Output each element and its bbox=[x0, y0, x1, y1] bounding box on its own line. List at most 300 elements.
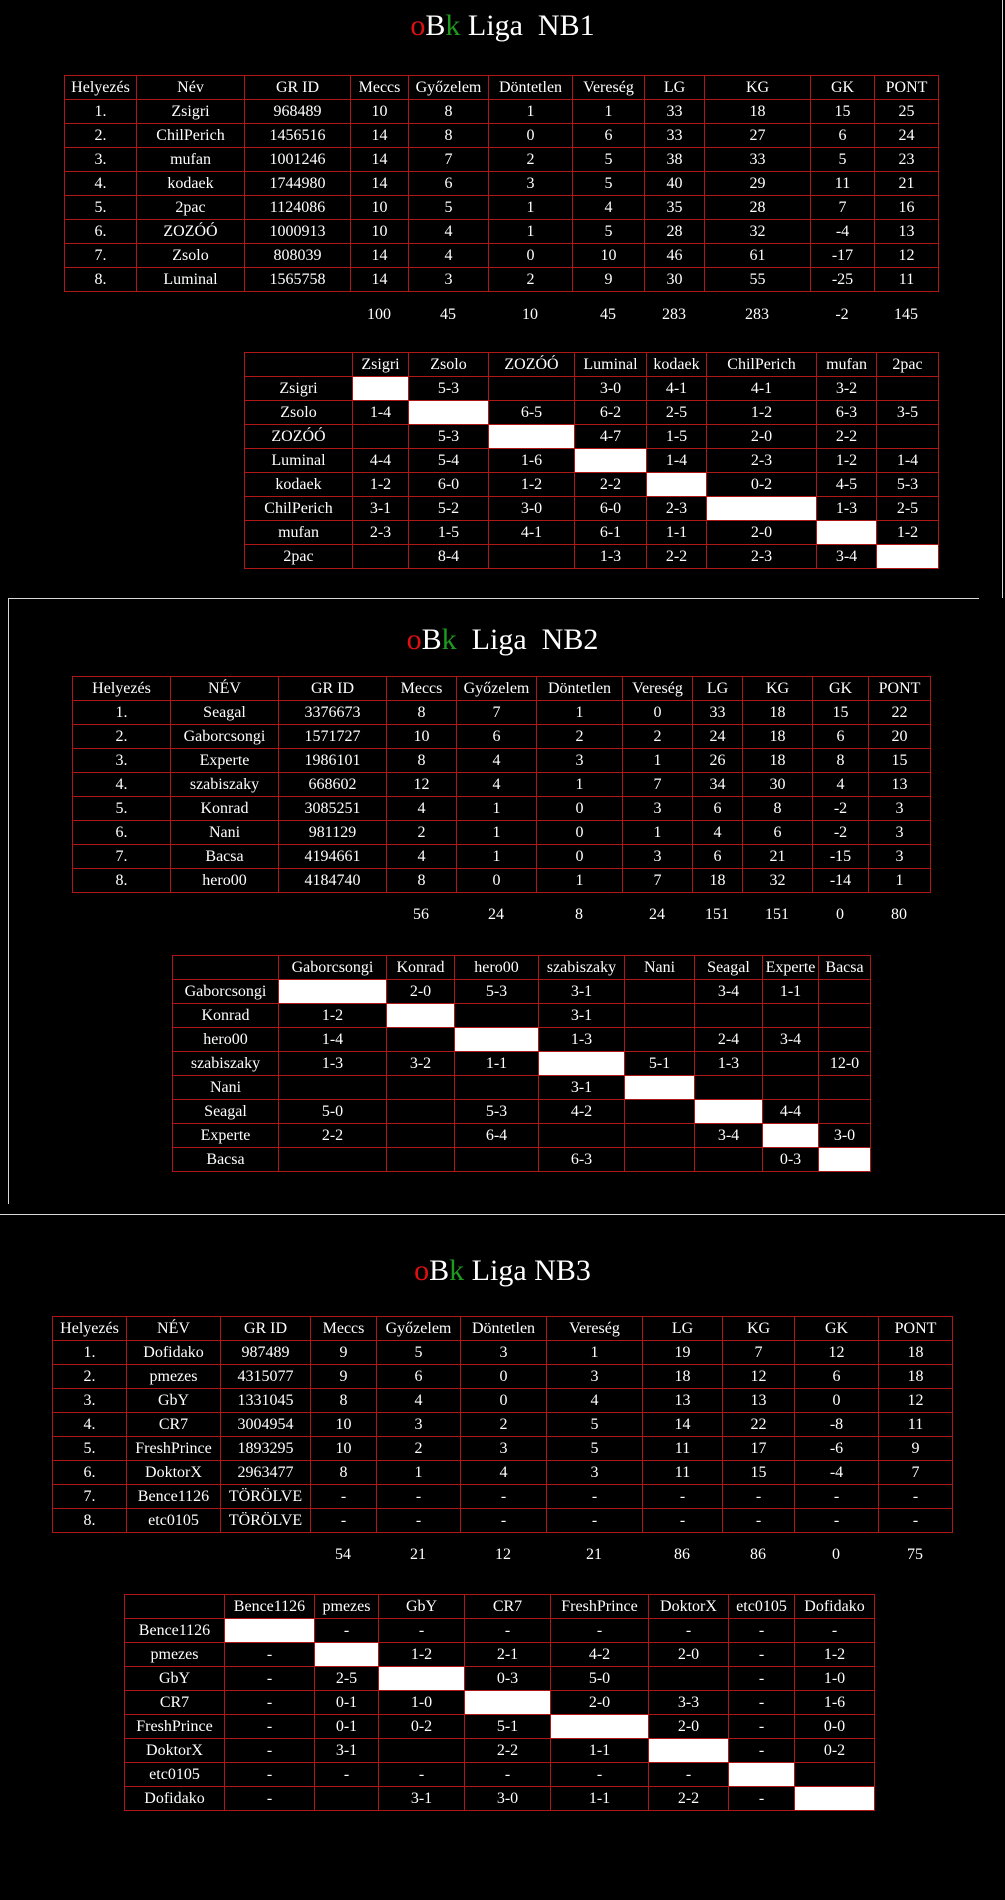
table-cell: 2 bbox=[377, 1437, 461, 1461]
table-cell: -8 bbox=[795, 1413, 879, 1437]
table-cell: 46 bbox=[645, 244, 705, 268]
matrix-score-cell: 1-2 bbox=[707, 401, 817, 425]
column-header: Helyezés bbox=[65, 76, 137, 100]
table-cell: - bbox=[723, 1509, 795, 1533]
matrix-row bbox=[245, 545, 939, 569]
table-cell: 25 bbox=[875, 100, 939, 124]
matrix-score-cell bbox=[695, 1148, 763, 1172]
table-cell: pmezes bbox=[127, 1365, 221, 1389]
table-cell: 34 bbox=[693, 773, 743, 797]
matrix-score-cell: 0-3 bbox=[763, 1148, 819, 1172]
table-cell: 22 bbox=[869, 701, 931, 725]
totals-row bbox=[350, 306, 938, 324]
table-cell: 8 bbox=[387, 701, 457, 725]
table-cell: 32 bbox=[743, 869, 813, 893]
table-cell: Zsigri bbox=[137, 100, 245, 124]
table-cell: 24 bbox=[693, 725, 743, 749]
table-cell: ZOZÓÓ bbox=[137, 220, 245, 244]
matrix-score-cell bbox=[819, 1028, 871, 1052]
table-cell: 13 bbox=[869, 773, 931, 797]
table-cell: 1744980 bbox=[245, 172, 351, 196]
matrix-score-cell: 3-0 bbox=[465, 1787, 551, 1811]
table-row bbox=[65, 268, 939, 292]
matrix-corner-cell bbox=[173, 956, 279, 980]
matrix-diagonal-cell bbox=[877, 545, 939, 569]
table-cell: 9 bbox=[879, 1437, 953, 1461]
column-header: Vereség bbox=[623, 677, 693, 701]
table-cell: 14 bbox=[351, 268, 409, 292]
table-cell: 0 bbox=[461, 1389, 547, 1413]
matrix-row bbox=[125, 1739, 875, 1763]
total-value: 100 bbox=[367, 306, 391, 323]
matrix-score-cell: 4-4 bbox=[763, 1100, 819, 1124]
matrix-score-cell: 1-4 bbox=[877, 449, 939, 473]
table-cell: 981129 bbox=[279, 821, 387, 845]
matrix-score-cell bbox=[795, 1763, 875, 1787]
table-cell: 1 bbox=[457, 797, 537, 821]
matrix-score-cell: - bbox=[729, 1667, 795, 1691]
matrix-score-cell: 2-0 bbox=[649, 1715, 729, 1739]
table-cell: 22 bbox=[723, 1413, 795, 1437]
matrix-row bbox=[125, 1667, 875, 1691]
matrix-score-cell bbox=[625, 980, 695, 1004]
title-part-k: k bbox=[445, 9, 461, 42]
matrix-score-cell bbox=[763, 1076, 819, 1100]
table-cell: 1986101 bbox=[279, 749, 387, 773]
table-cell: 12 bbox=[387, 773, 457, 797]
column-header: GR ID bbox=[279, 677, 387, 701]
table-cell: 0 bbox=[623, 701, 693, 725]
matrix-row bbox=[173, 1052, 871, 1076]
table-cell: 3 bbox=[623, 797, 693, 821]
table-cell: Dofidako bbox=[127, 1341, 221, 1365]
matrix-score-cell: 2-3 bbox=[707, 545, 817, 569]
table-cell: 14 bbox=[351, 124, 409, 148]
table-cell: 6 bbox=[693, 797, 743, 821]
table-cell: 16 bbox=[875, 196, 939, 220]
column-header: Győzelem bbox=[457, 677, 537, 701]
matrix-score-cell: 4-1 bbox=[707, 377, 817, 401]
column-header: PONT bbox=[875, 76, 939, 100]
column-header: PONT bbox=[869, 677, 931, 701]
table-row bbox=[53, 1485, 953, 1509]
matrix-score-cell: 4-2 bbox=[539, 1100, 625, 1124]
matrix-score-cell bbox=[387, 1076, 455, 1100]
matrix-score-cell: 1-6 bbox=[489, 449, 575, 473]
column-header: Meccs bbox=[311, 1317, 377, 1341]
matrix-team-header: 2pac bbox=[877, 353, 939, 377]
table-cell: 1 bbox=[547, 1341, 643, 1365]
column-header: Név bbox=[137, 76, 245, 100]
table-cell: 27 bbox=[705, 124, 811, 148]
table-cell: 5 bbox=[377, 1341, 461, 1365]
total-value: 0 bbox=[836, 906, 844, 923]
total-value: 86 bbox=[750, 1546, 766, 1563]
matrix-team-header: GbY bbox=[379, 1595, 465, 1619]
table-cell: 4 bbox=[547, 1389, 643, 1413]
total-value: 24 bbox=[649, 906, 665, 923]
table-cell: 5 bbox=[573, 220, 645, 244]
table-cell: 3. bbox=[73, 749, 171, 773]
table-cell: 18 bbox=[743, 749, 813, 773]
table-cell: szabiszaky bbox=[171, 773, 279, 797]
matrix-score-cell bbox=[877, 425, 939, 449]
title-part-rest: Liga NB2 bbox=[456, 623, 599, 656]
matrix-score-cell: 8-4 bbox=[409, 545, 489, 569]
matrix-score-cell: 3-4 bbox=[695, 1124, 763, 1148]
matrix-score-cell: 5-0 bbox=[551, 1667, 649, 1691]
matrix-team-header: etc0105 bbox=[729, 1595, 795, 1619]
table-cell: 6 bbox=[743, 821, 813, 845]
matrix-score-cell: 1-1 bbox=[551, 1739, 649, 1763]
table-cell: 7. bbox=[65, 244, 137, 268]
matrix-score-cell: - bbox=[225, 1739, 315, 1763]
matrix-score-cell: - bbox=[649, 1763, 729, 1787]
title-part-b: B bbox=[425, 9, 446, 42]
table-row bbox=[65, 196, 939, 220]
table-cell: 18 bbox=[705, 100, 811, 124]
table-cell: - bbox=[795, 1485, 879, 1509]
table-cell: 1. bbox=[73, 701, 171, 725]
table-cell: 18 bbox=[693, 869, 743, 893]
matrix-corner-cell bbox=[245, 353, 353, 377]
matrix-score-cell bbox=[625, 1028, 695, 1052]
title-part-o: o bbox=[414, 1254, 430, 1287]
table-cell: 4 bbox=[387, 845, 457, 869]
table-cell: 6 bbox=[573, 124, 645, 148]
matrix-score-cell: 0-2 bbox=[379, 1715, 465, 1739]
matrix-diagonal-cell bbox=[379, 1667, 465, 1691]
table-cell: 4184740 bbox=[279, 869, 387, 893]
matrix-score-cell: 5-0 bbox=[279, 1100, 387, 1124]
table-cell: 5 bbox=[409, 196, 489, 220]
matrix-score-cell: - bbox=[729, 1787, 795, 1811]
matrix-score-cell: 1-1 bbox=[551, 1787, 649, 1811]
total-value: 80 bbox=[891, 906, 907, 923]
column-header: GK bbox=[795, 1317, 879, 1341]
matrix-score-cell: 3-5 bbox=[877, 401, 939, 425]
matrix-score-cell: 2-2 bbox=[649, 1787, 729, 1811]
table-cell: 15 bbox=[723, 1461, 795, 1485]
matrix-row bbox=[245, 449, 939, 473]
matrix-score-cell: 1-1 bbox=[763, 980, 819, 1004]
table-row bbox=[53, 1413, 953, 1437]
table-cell: GbY bbox=[127, 1389, 221, 1413]
matrix-score-cell: - bbox=[225, 1763, 315, 1787]
table-cell: -4 bbox=[795, 1461, 879, 1485]
total-value: 56 bbox=[413, 906, 429, 923]
matrix-score-cell: 1-0 bbox=[379, 1691, 465, 1715]
table-cell: 2. bbox=[73, 725, 171, 749]
matrix-score-cell: 1-3 bbox=[539, 1028, 625, 1052]
table-cell: 1571727 bbox=[279, 725, 387, 749]
matrix-diagonal-cell bbox=[795, 1787, 875, 1811]
matrix-team-header: ZOZÓÓ bbox=[489, 353, 575, 377]
matrix-score-cell: - bbox=[465, 1619, 551, 1643]
table-cell: DoktorX bbox=[127, 1461, 221, 1485]
matrix-score-cell bbox=[379, 1739, 465, 1763]
table-cell: - bbox=[311, 1509, 377, 1533]
matrix-row bbox=[173, 980, 871, 1004]
table-cell: 5. bbox=[73, 797, 171, 821]
table-cell: 33 bbox=[645, 100, 705, 124]
table-cell: 1 bbox=[537, 701, 623, 725]
results-matrix bbox=[172, 955, 871, 1172]
title-part-b: B bbox=[421, 623, 442, 656]
total-value: 21 bbox=[410, 1546, 426, 1563]
total-value: 45 bbox=[600, 306, 616, 323]
results-matrix bbox=[124, 1594, 875, 1811]
matrix-team-header: Seagal bbox=[695, 956, 763, 980]
table-cell: 28 bbox=[705, 196, 811, 220]
column-header: LG bbox=[645, 76, 705, 100]
table-cell: 2963477 bbox=[221, 1461, 311, 1485]
table-cell: 987489 bbox=[221, 1341, 311, 1365]
column-header: Helyezés bbox=[73, 677, 171, 701]
standings-header-row bbox=[65, 76, 939, 100]
standings-header-row bbox=[73, 677, 931, 701]
title-part-rest: Liga NB3 bbox=[464, 1254, 591, 1287]
matrix-row-label: kodaek bbox=[245, 473, 353, 497]
column-header: Vereség bbox=[573, 76, 645, 100]
matrix-score-cell: 1-2 bbox=[353, 473, 409, 497]
table-cell: 15 bbox=[869, 749, 931, 773]
matrix-score-cell bbox=[489, 377, 575, 401]
table-cell: Konrad bbox=[171, 797, 279, 821]
table-cell: - bbox=[643, 1485, 723, 1509]
table-cell: 6 bbox=[813, 725, 869, 749]
table-cell: 10 bbox=[387, 725, 457, 749]
table-cell: 8 bbox=[409, 124, 489, 148]
matrix-score-cell: 5-1 bbox=[625, 1052, 695, 1076]
matrix-score-cell bbox=[819, 1004, 871, 1028]
matrix-diagonal-cell bbox=[695, 1100, 763, 1124]
table-cell: - bbox=[723, 1485, 795, 1509]
matrix-score-cell: - bbox=[225, 1643, 315, 1667]
matrix-team-header: pmezes bbox=[315, 1595, 379, 1619]
table-cell: - bbox=[547, 1509, 643, 1533]
column-header: GK bbox=[813, 677, 869, 701]
table-cell: CR7 bbox=[127, 1413, 221, 1437]
table-row bbox=[65, 100, 939, 124]
table-cell: 18 bbox=[643, 1365, 723, 1389]
matrix-score-cell: 0-2 bbox=[795, 1739, 875, 1763]
table-cell: 4 bbox=[457, 749, 537, 773]
matrix-score-cell: - bbox=[315, 1763, 379, 1787]
matrix-score-cell: 3-4 bbox=[817, 545, 877, 569]
table-cell: 1000913 bbox=[245, 220, 351, 244]
matrix-score-cell: 5-3 bbox=[455, 980, 539, 1004]
matrix-score-cell: 1-5 bbox=[647, 425, 707, 449]
table-cell: 4 bbox=[409, 244, 489, 268]
column-header: NÉV bbox=[127, 1317, 221, 1341]
matrix-score-cell: 4-5 bbox=[817, 473, 877, 497]
matrix-diagonal-cell bbox=[387, 1004, 455, 1028]
matrix-diagonal-cell bbox=[539, 1052, 625, 1076]
matrix-row-label: hero00 bbox=[173, 1028, 279, 1052]
matrix-team-header: Gaborcsongi bbox=[279, 956, 387, 980]
table-cell: Zsolo bbox=[137, 244, 245, 268]
table-cell: 24 bbox=[875, 124, 939, 148]
matrix-team-header: hero00 bbox=[455, 956, 539, 980]
table-cell: 7 bbox=[623, 773, 693, 797]
table-cell: etc0105 bbox=[127, 1509, 221, 1533]
matrix-diagonal-cell bbox=[729, 1763, 795, 1787]
table-cell: 6 bbox=[377, 1365, 461, 1389]
table-cell: 3 bbox=[623, 845, 693, 869]
table-cell: mufan bbox=[137, 148, 245, 172]
total-value: 283 bbox=[662, 306, 686, 323]
table-cell: 2pac bbox=[137, 196, 245, 220]
matrix-score-cell bbox=[279, 1076, 387, 1100]
table-cell: 1 bbox=[869, 869, 931, 893]
matrix-diagonal-cell bbox=[649, 1739, 729, 1763]
matrix-score-cell: 2-0 bbox=[707, 425, 817, 449]
matrix-diagonal-cell bbox=[455, 1028, 539, 1052]
table-cell: Experte bbox=[171, 749, 279, 773]
matrix-score-cell: 12-0 bbox=[819, 1052, 871, 1076]
table-cell: Luminal bbox=[137, 268, 245, 292]
totals-row bbox=[310, 1546, 952, 1564]
table-cell: 8 bbox=[311, 1389, 377, 1413]
matrix-score-cell: 1-2 bbox=[379, 1643, 465, 1667]
column-header: KG bbox=[705, 76, 811, 100]
matrix-score-cell: 0-3 bbox=[465, 1667, 551, 1691]
table-cell: 1 bbox=[377, 1461, 461, 1485]
matrix-score-cell: 2-2 bbox=[575, 473, 647, 497]
table-cell: ChilPerich bbox=[137, 124, 245, 148]
matrix-team-header: Experte bbox=[763, 956, 819, 980]
matrix-row-label: ZOZÓÓ bbox=[245, 425, 353, 449]
table-cell: 5. bbox=[53, 1437, 127, 1461]
table-cell: hero00 bbox=[171, 869, 279, 893]
matrix-score-cell: 1-4 bbox=[647, 449, 707, 473]
divider-nb2-left bbox=[8, 598, 9, 1204]
table-cell: 4194661 bbox=[279, 845, 387, 869]
matrix-diagonal-cell bbox=[819, 1148, 871, 1172]
matrix-score-cell: 1-6 bbox=[795, 1691, 875, 1715]
matrix-score-cell: 3-4 bbox=[763, 1028, 819, 1052]
matrix-score-cell: 0-0 bbox=[795, 1715, 875, 1739]
table-cell: 4 bbox=[693, 821, 743, 845]
table-cell: - bbox=[879, 1485, 953, 1509]
table-cell: 29 bbox=[705, 172, 811, 196]
league-title bbox=[0, 1253, 1005, 1289]
matrix-score-cell bbox=[387, 1028, 455, 1052]
matrix-row bbox=[173, 1004, 871, 1028]
table-cell: 5 bbox=[547, 1437, 643, 1461]
matrix-score-cell: 2-5 bbox=[647, 401, 707, 425]
table-cell: 0 bbox=[537, 845, 623, 869]
table-cell: 1 bbox=[457, 845, 537, 869]
matrix-diagonal-cell bbox=[225, 1619, 315, 1643]
table-cell: 7 bbox=[879, 1461, 953, 1485]
matrix-score-cell: 5-3 bbox=[409, 425, 489, 449]
matrix-score-cell: 6-5 bbox=[489, 401, 575, 425]
table-cell: 1 bbox=[573, 100, 645, 124]
matrix-score-cell: 2-3 bbox=[647, 497, 707, 521]
matrix-score-cell: 3-1 bbox=[353, 497, 409, 521]
column-header: NÉV bbox=[171, 677, 279, 701]
matrix-row-label: Konrad bbox=[173, 1004, 279, 1028]
table-cell: 7. bbox=[73, 845, 171, 869]
matrix-score-cell: 2-0 bbox=[649, 1643, 729, 1667]
matrix-score-cell: 2-3 bbox=[707, 449, 817, 473]
matrix-score-cell: 6-2 bbox=[575, 401, 647, 425]
table-cell: 8. bbox=[53, 1509, 127, 1533]
matrix-row-label: mufan bbox=[245, 521, 353, 545]
matrix-score-cell: - bbox=[225, 1691, 315, 1715]
matrix-diagonal-cell bbox=[763, 1124, 819, 1148]
table-cell: 8. bbox=[65, 268, 137, 292]
matrix-row-label: GbY bbox=[125, 1667, 225, 1691]
matrix-score-cell: - bbox=[465, 1763, 551, 1787]
matrix-score-cell bbox=[695, 1004, 763, 1028]
matrix-row-label: Experte bbox=[173, 1124, 279, 1148]
table-cell: 33 bbox=[705, 148, 811, 172]
matrix-score-cell: 1-3 bbox=[695, 1052, 763, 1076]
matrix-score-cell: - bbox=[649, 1619, 729, 1643]
matrix-row bbox=[245, 473, 939, 497]
matrix-score-cell: - bbox=[729, 1739, 795, 1763]
column-header: Vereség bbox=[547, 1317, 643, 1341]
matrix-score-cell: 3-1 bbox=[379, 1787, 465, 1811]
divider-nb1-bottom bbox=[8, 598, 979, 599]
matrix-score-cell: 2-0 bbox=[551, 1691, 649, 1715]
matrix-score-cell: 2-5 bbox=[315, 1667, 379, 1691]
matrix-score-cell: 6-3 bbox=[817, 401, 877, 425]
matrix-score-cell bbox=[539, 1124, 625, 1148]
total-value: 21 bbox=[586, 1546, 602, 1563]
table-row bbox=[53, 1509, 953, 1533]
matrix-team-header: ChilPerich bbox=[707, 353, 817, 377]
table-cell: 1331045 bbox=[221, 1389, 311, 1413]
standings-table bbox=[64, 75, 939, 292]
table-cell: 4 bbox=[409, 220, 489, 244]
table-cell: 2 bbox=[489, 268, 573, 292]
matrix-score-cell: 2-2 bbox=[817, 425, 877, 449]
total-value: 45 bbox=[440, 306, 456, 323]
matrix-diagonal-cell bbox=[625, 1076, 695, 1100]
matrix-diagonal-cell bbox=[551, 1715, 649, 1739]
table-cell: 8 bbox=[813, 749, 869, 773]
matrix-row bbox=[245, 401, 939, 425]
table-cell: 3376673 bbox=[279, 701, 387, 725]
matrix-score-cell bbox=[387, 1100, 455, 1124]
matrix-score-cell bbox=[763, 1004, 819, 1028]
table-cell: 8 bbox=[743, 797, 813, 821]
standings-table bbox=[72, 676, 931, 893]
matrix-row-label: Zsolo bbox=[245, 401, 353, 425]
table-cell: 35 bbox=[645, 196, 705, 220]
table-cell: 13 bbox=[723, 1389, 795, 1413]
table-cell: 5. bbox=[65, 196, 137, 220]
matrix-row-label: Gaborcsongi bbox=[173, 980, 279, 1004]
matrix-score-cell: 1-3 bbox=[279, 1052, 387, 1076]
column-header: Döntetlen bbox=[489, 76, 573, 100]
column-header: Győzelem bbox=[409, 76, 489, 100]
table-cell: 11 bbox=[643, 1437, 723, 1461]
matrix-row bbox=[173, 1148, 871, 1172]
table-cell: TÖRÖLVE bbox=[221, 1509, 311, 1533]
column-header: Meccs bbox=[351, 76, 409, 100]
table-cell: TÖRÖLVE bbox=[221, 1485, 311, 1509]
matrix-row bbox=[173, 1124, 871, 1148]
matrix-row-label: FreshPrince bbox=[125, 1715, 225, 1739]
table-cell: 1 bbox=[623, 749, 693, 773]
total-value: 24 bbox=[488, 906, 504, 923]
matrix-diagonal-cell bbox=[353, 377, 409, 401]
